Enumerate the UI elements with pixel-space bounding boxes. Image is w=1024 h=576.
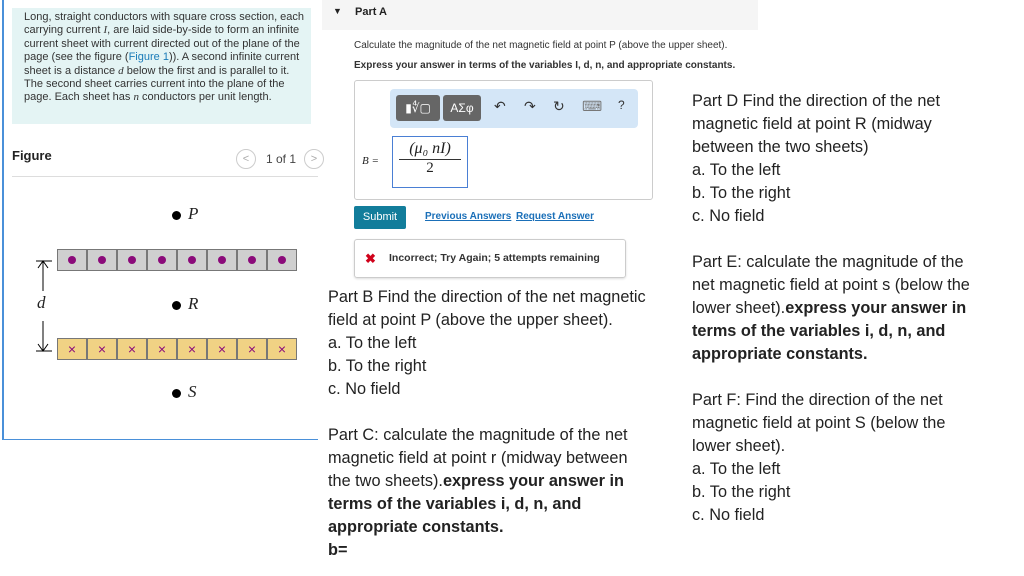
keyboard-icon[interactable]: ⌨ — [582, 98, 603, 114]
part-a-question: Calculate the magnitude of the net magnetic field at point P (above the upper sheet). — [354, 40, 728, 51]
feedback-box — [354, 239, 626, 278]
divider — [12, 176, 318, 177]
submit-button[interactable]: Submit — [354, 206, 406, 229]
answer-input[interactable]: (μ₀ nI) 2 — [392, 136, 468, 188]
point-p-label: P — [188, 204, 199, 223]
reset-icon[interactable]: ↻ — [553, 98, 565, 114]
point-s-label: S — [188, 382, 197, 401]
point-p-dot — [172, 211, 181, 220]
help-icon[interactable]: ? — [618, 98, 625, 112]
prev-figure-button[interactable]: < — [236, 149, 256, 169]
part-a-header[interactable] — [322, 0, 758, 30]
previous-answers-link[interactable]: Previous Answers — [425, 211, 512, 222]
part-a-title: Part A — [355, 6, 387, 18]
distance-label: d — [37, 293, 46, 312]
part-c-text: Part C: calculate the magnitude of the net magnetic field at point r (midway between the two sheets).express your answer in terms of the variables i, d, n, and appropriate constants. b= — [328, 426, 628, 559]
part-a-instruction: Express your answer in terms of the variables I, d, n, and appropriate constants. — [354, 60, 736, 71]
part-b-text: Part B Find the direction of the net magnetic field at point P (above the upper sheet). a. To the left b. To the right c. No field — [328, 288, 646, 398]
redo-icon[interactable]: ↷ — [524, 98, 536, 114]
point-r-dot — [172, 301, 181, 310]
next-figure-button[interactable]: > — [304, 149, 324, 169]
point-r-label: R — [188, 294, 199, 313]
part-f-text: Part F: Find the direction of the net magnetic field at point S (below the lower sheet). a. To the left b. To the right c. No field — [692, 391, 946, 524]
part-e-text: Part E: calculate the magnitude of the net magnetic field at point s (below the lower sheet).express your answer in terms of the variables i, d, n, and appropriate constants. — [692, 253, 970, 363]
math-toolbar — [390, 89, 638, 128]
panel-border — [2, 0, 4, 440]
feedback-text: Incorrect; Try Again; 5 attempts remaining — [389, 252, 600, 264]
error-x-icon: ✖ — [365, 251, 376, 266]
symbols-button[interactable]: ΑΣφ — [443, 95, 481, 121]
point-s-dot — [172, 389, 181, 398]
problem-intro: Long, straight conductors with square cross section, each carrying current I, are laid side-by-side to form an infinite current sheet with current directed out of the plane of the page (see the figure (Figure 1)). A second infinite current sheet is a distance d below the first and is parallel to it. The second sheet carries current into the plane of the page. Each sheet has n conductors per unit length. — [12, 8, 311, 124]
figure-heading: Figure — [12, 148, 52, 163]
figure-pager: 1 of 1 — [266, 152, 297, 166]
templates-button[interactable]: ▮∜▢ — [396, 95, 440, 121]
part-d-text: Part D Find the direction of the net magnetic field at point R (midway between the two sheets) a. To the left b. To the right c. No field — [692, 92, 940, 225]
request-answer-link[interactable]: Request Answer — [516, 211, 594, 222]
panel-border-bottom — [2, 439, 318, 440]
answer-label: B = — [362, 155, 379, 167]
collapse-triangle-icon[interactable]: ▼ — [333, 6, 342, 16]
lower-sheet: × × × × × × × × — [57, 338, 297, 360]
undo-icon[interactable]: ↶ — [494, 98, 506, 114]
figure-link[interactable]: Figure 1 — [128, 51, 169, 64]
upper-sheet — [57, 249, 297, 271]
